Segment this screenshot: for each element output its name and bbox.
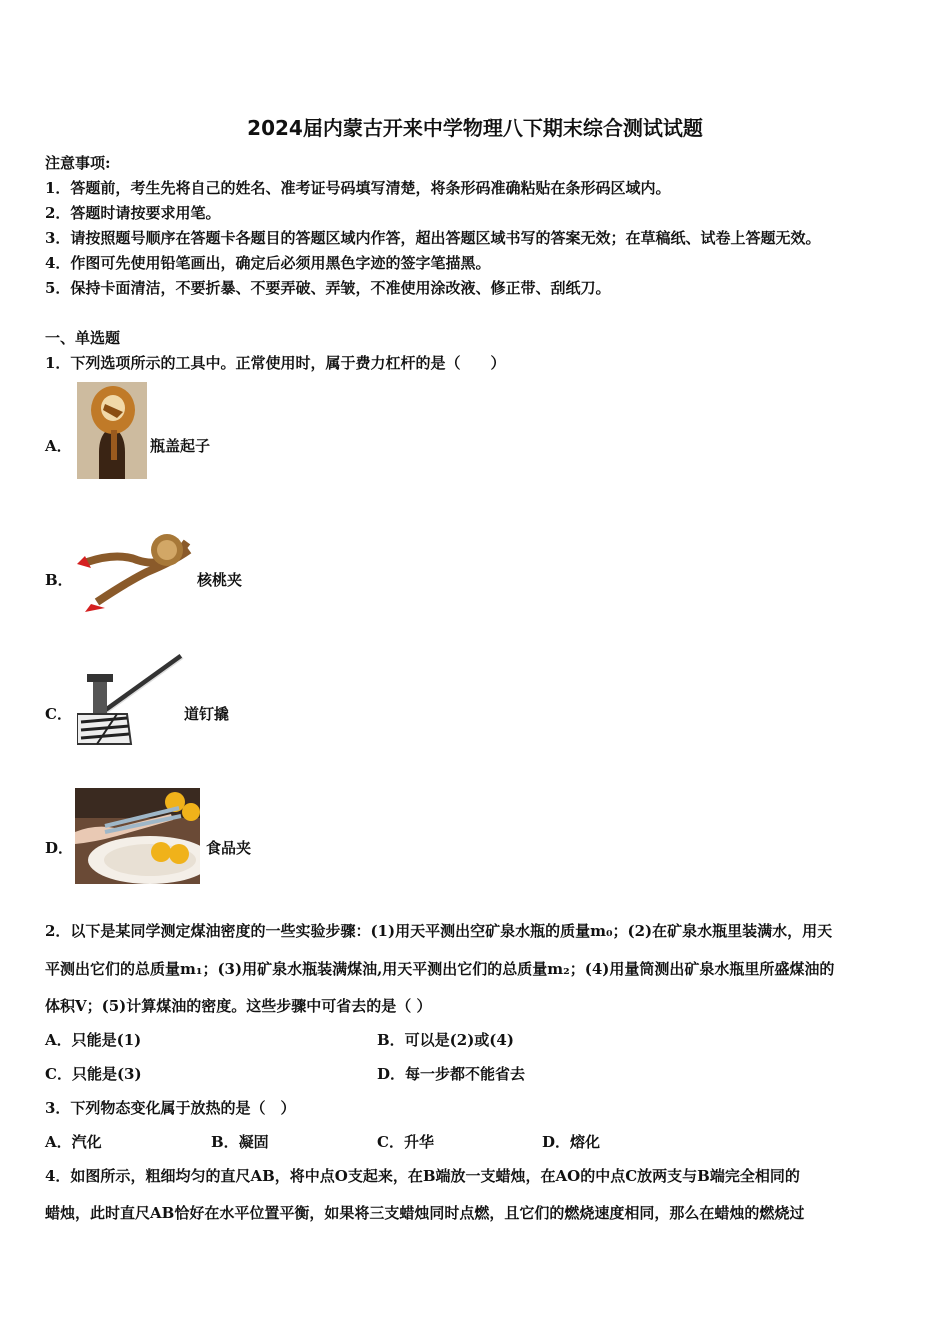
q1-option-a-text: 瓶盖起子 — [150, 437, 211, 455]
page-title: 2024届内蒙古开来中学物理八下期末综合测试试题 — [247, 116, 703, 140]
q4-line: 蜡烛，此时直尺AB恰好在水平位置平衡，如果将三支蜡烛同时点燃，且它们的燃烧速度相同，那么在蜡烛的燃烧过 — [45, 1204, 805, 1222]
nutcracker-image — [77, 522, 197, 614]
q4-line: 4．如图所示，粗细均匀的直尺AB，将中点O支起来，在B端放一支蜡烛，在AO的中点C放两支与B端完全相同的 — [45, 1167, 800, 1185]
q2-option-d: D．每一步都不能省去 — [377, 1065, 526, 1083]
notice-item: 3．请按照题号顺序在答题卡各题目的答题区域内作答，超出答题区域书写的答案无效；在草稿纸、试卷上答题无效。 — [45, 229, 821, 247]
notice-item: 2．答题时请按要求用笔。 — [45, 204, 221, 222]
q3-stem: 3．下列物态变化属于放热的是（ ） — [45, 1099, 296, 1117]
q2-option-b: B．可以是(2)或(4) — [377, 1031, 514, 1049]
q2-line: 平测出它们的总质量m₁；(3)用矿泉水瓶装满煤油,用天平测出它们的总质量m₂；(4)用量筒测出矿泉水瓶里所盛煤油的 — [45, 960, 835, 978]
notice-item: 5．保持卡面清洁，不要折暴、不要弄破、弄皱，不准使用涂改液、修正带、刮纸刀。 — [45, 279, 611, 297]
q3-option-c: C．升华 — [377, 1133, 434, 1151]
notice-item: 4．作图可先使用铅笔画出，确定后必须用黑色字迹的签字笔描黑。 — [45, 254, 491, 272]
q1-option-b-text: 核桃夹 — [197, 571, 243, 589]
section-heading: 一、单选题 — [45, 329, 121, 347]
q2-line: 体积V；(5)计算煤油的密度。这些步骤中可省去的是（ ） — [45, 997, 432, 1015]
spike-puller-image — [77, 652, 185, 748]
q3-option-b: B．凝固 — [211, 1133, 269, 1151]
q3-option-a: A．汽化 — [45, 1133, 102, 1151]
q3-option-d: D．熔化 — [542, 1133, 601, 1151]
q1-option-d-label: D． — [45, 839, 74, 857]
q1-option-c-label: C． — [45, 705, 72, 723]
q2-line: 2．以下是某同学测定煤油密度的一些实验步骤：(1)用天平测出空矿泉水瓶的质量m₀；(2)在矿泉水瓶里装满水，用天 — [45, 922, 833, 940]
q2-option-c: C．只能是(3) — [45, 1065, 142, 1083]
q1-option-c-text: 道钉撬 — [184, 705, 230, 723]
q1-stem: 1．下列选项所示的工具中。正常使用时，属于费力杠杆的是（ ） — [45, 354, 506, 372]
q1-option-a-label: A． — [45, 437, 72, 455]
notice-item: 1．答题前，考生先将自己的姓名、准考证号码填写清楚，将条形码准确粘贴在条形码区域内。 — [45, 179, 671, 197]
bottle-opener-image — [77, 382, 147, 479]
q2-option-a: A．只能是(1) — [45, 1031, 142, 1049]
food-tongs-image — [75, 788, 200, 884]
q1-option-d-text: 食品夹 — [206, 839, 252, 857]
q1-option-b-label: B． — [45, 571, 73, 589]
notice-heading: 注意事项: — [45, 154, 111, 172]
